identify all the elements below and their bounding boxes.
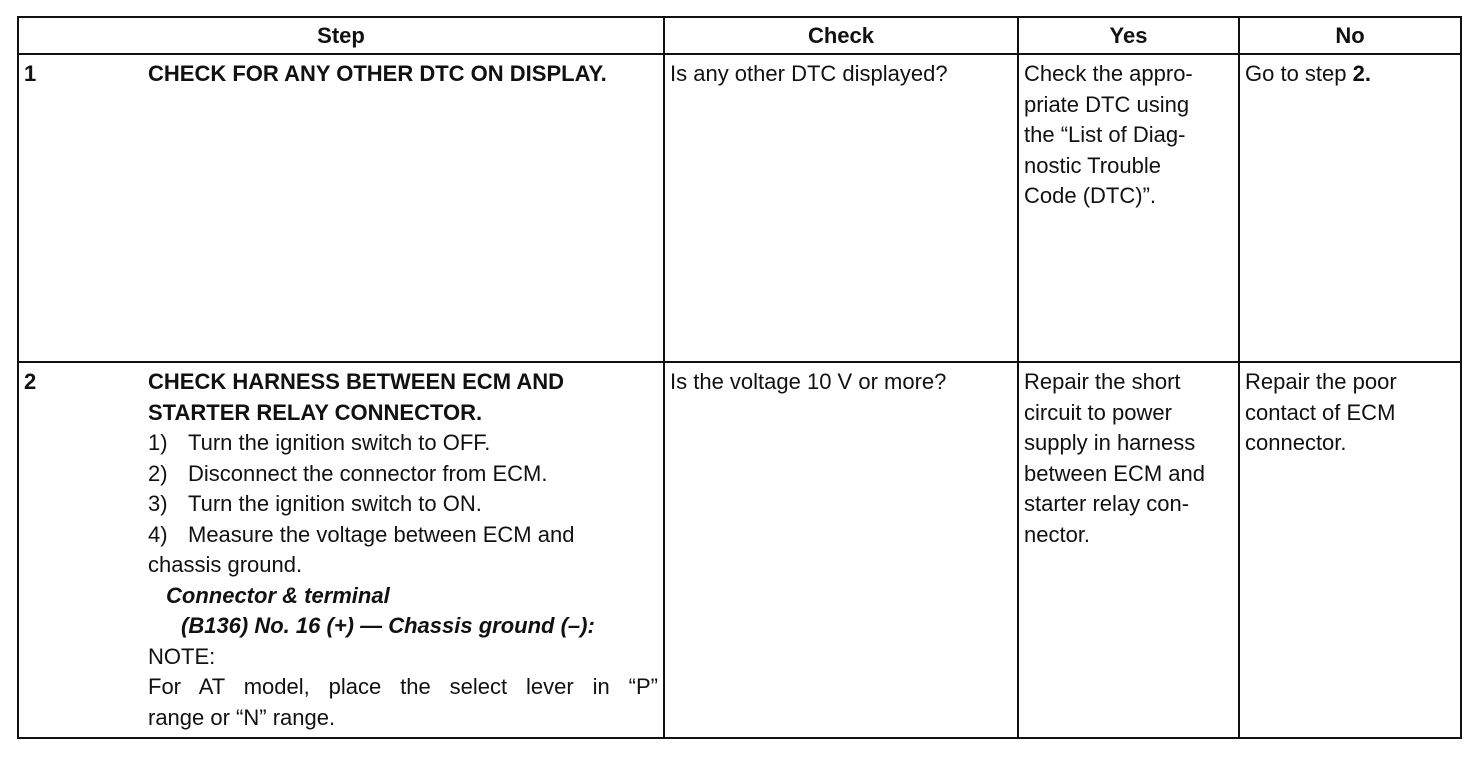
check-question: Is any other DTC displayed? xyxy=(670,61,948,86)
header-check: Check xyxy=(664,17,1018,54)
item-number: 1) xyxy=(148,430,168,455)
step-title: CHECK FOR ANY OTHER DTC ON DISPLAY. xyxy=(148,61,607,86)
yes-cell xyxy=(1018,54,1239,362)
note-text-line: For AT model, place the select lever in “P” xyxy=(148,674,658,699)
procedure-item xyxy=(148,520,658,551)
yes-line: supply in harness xyxy=(1024,430,1196,455)
yes-line: Check the appro- xyxy=(1024,61,1193,86)
yes-cell xyxy=(1018,362,1239,738)
yes-line: circuit to power xyxy=(1024,399,1172,425)
no-line: Repair the poor xyxy=(1245,369,1397,394)
yes-line: the “List of Diag- xyxy=(1024,122,1186,147)
item-number: 4) xyxy=(148,521,168,547)
step-number: 1 xyxy=(24,61,37,86)
header-no: No xyxy=(1239,17,1461,54)
item-number: 3) xyxy=(148,491,168,516)
yes-line: Repair the short xyxy=(1024,369,1181,394)
yes-line: between ECM and xyxy=(1024,460,1205,486)
procedure-item xyxy=(148,459,658,490)
item-text: Turn the ignition switch to OFF. xyxy=(188,430,491,455)
check-cell xyxy=(664,54,1018,362)
connector-label: Connector & terminal xyxy=(166,582,390,608)
no-line: contact of ECM xyxy=(1245,399,1396,425)
table-row-step-2 xyxy=(18,362,1461,738)
procedure-item xyxy=(148,428,658,459)
table-row-step-1 xyxy=(18,54,1461,362)
step-title-line: STARTER RELAY CONNECTOR. xyxy=(148,399,483,425)
item-number: 2) xyxy=(148,460,168,486)
yes-line: nector. xyxy=(1024,521,1091,547)
note-text-line: range or “N” range. xyxy=(148,704,336,730)
check-cell xyxy=(664,362,1018,738)
no-action xyxy=(1245,59,1455,90)
item-text: Turn the ignition switch to ON. xyxy=(188,491,482,516)
header-step: Step xyxy=(18,17,664,54)
no-cell xyxy=(1239,54,1461,362)
yes-line: priate DTC using xyxy=(1024,91,1190,117)
step-number: 2 xyxy=(24,369,37,394)
no-prefix: Go to step xyxy=(1245,61,1353,86)
procedure-item xyxy=(148,489,658,520)
connector-spec: (B136) No. 16 (+) — Chassis ground (–): xyxy=(181,613,595,638)
item-continuation: chassis ground. xyxy=(148,552,303,577)
yes-line: starter relay con- xyxy=(1024,491,1190,516)
note-label: NOTE: xyxy=(148,643,216,669)
item-text: Measure the voltage between ECM and xyxy=(188,521,575,547)
yes-line: nostic Trouble xyxy=(1024,152,1161,178)
step-title-line: CHECK HARNESS BETWEEN ECM AND xyxy=(148,369,564,394)
no-cell xyxy=(1239,362,1461,738)
item-text: Disconnect the connector from ECM. xyxy=(188,460,548,486)
step-cell xyxy=(18,362,664,738)
no-line: connector. xyxy=(1245,430,1347,455)
check-question: Is the voltage 10 V or more? xyxy=(670,369,947,394)
step-cell xyxy=(18,54,664,362)
goto-step-number: 2. xyxy=(1352,61,1371,86)
yes-line: Code (DTC)”. xyxy=(1024,183,1157,208)
header-yes: Yes xyxy=(1018,17,1239,54)
diagnostic-table xyxy=(17,16,1462,739)
header-row xyxy=(18,17,1461,54)
